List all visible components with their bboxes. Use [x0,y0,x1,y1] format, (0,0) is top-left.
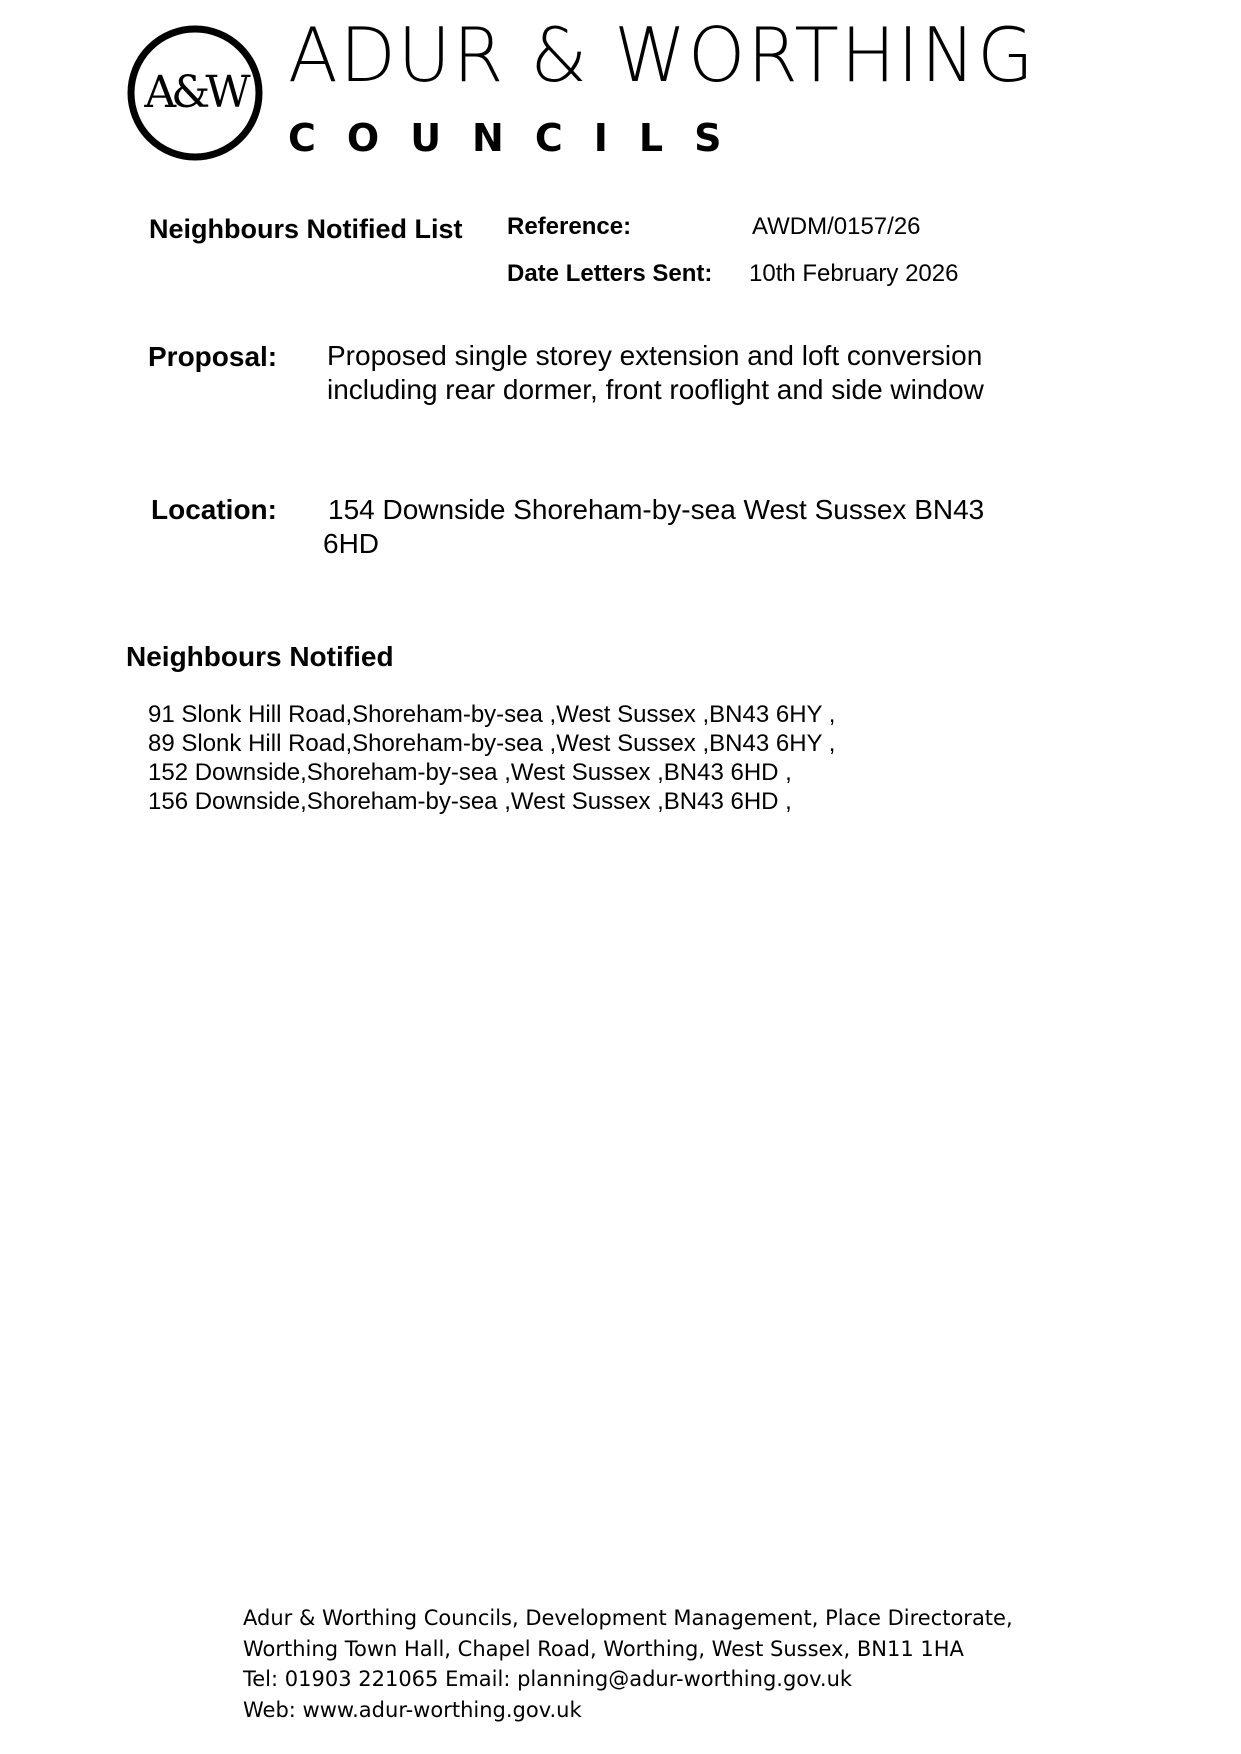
location-line: 6HD [323,528,380,559]
location-text [323,493,984,561]
councils-logo [126,24,264,162]
location-label: Location: [151,494,277,525]
reference-value: AWDM/0157/26 [752,213,921,240]
footer-address-line: Worthing Town Hall, Chapel Road, Worthing, West Sussex, BN11 1HA [243,1636,964,1661]
proposal-line: including rear dormer, front rooflight and side window [327,374,984,405]
neighbours-heading: Neighbours Notified [126,641,394,672]
proposal-text [327,339,984,407]
brand-subtitle: COUNCILS [288,116,753,160]
brand-name: ADUR & WORTHING [288,11,1036,99]
footer-contact [243,1603,1013,1725]
proposal-line: Proposed single storey extension and loft conversion [327,340,983,371]
location-line: 154 Downside Shoreham-by-sea West Sussex BN43 [328,494,985,525]
footer-address-line: Adur & Worthing Councils, Development Management, Place Directorate, [243,1606,1013,1630]
proposal-label: Proposal: [148,341,278,372]
date-sent-label: Date Letters Sent: [507,260,713,287]
footer-contact-line: Tel: 01903 221065 Email: planning@adur-worthing.gov.uk [243,1667,853,1691]
neighbour-address: 156 Downside,Shoreham-by-sea ,West Sussex ,BN43 6HD , [148,788,792,815]
neighbour-address: 91 Slonk Hill Road,Shoreham-by-sea ,West Sussex ,BN43 6HY , [148,701,836,728]
footer-web-line: Web: www.adur-worthing.gov.uk [243,1697,582,1722]
neighbour-address: 89 Slonk Hill Road,Shoreham-by-sea ,West Sussex ,BN43 6HY , [148,730,836,757]
reference-label: Reference: [507,213,632,240]
logo-monogram: A&W [144,67,246,118]
neighbour-address: 152 Downside,Shoreham-by-sea ,West Sussex ,BN43 6HD , [148,759,792,786]
date-sent-value: 10th February 2026 [749,260,959,287]
neighbours-list [148,700,835,816]
document-title: Neighbours Notified List [149,214,463,244]
